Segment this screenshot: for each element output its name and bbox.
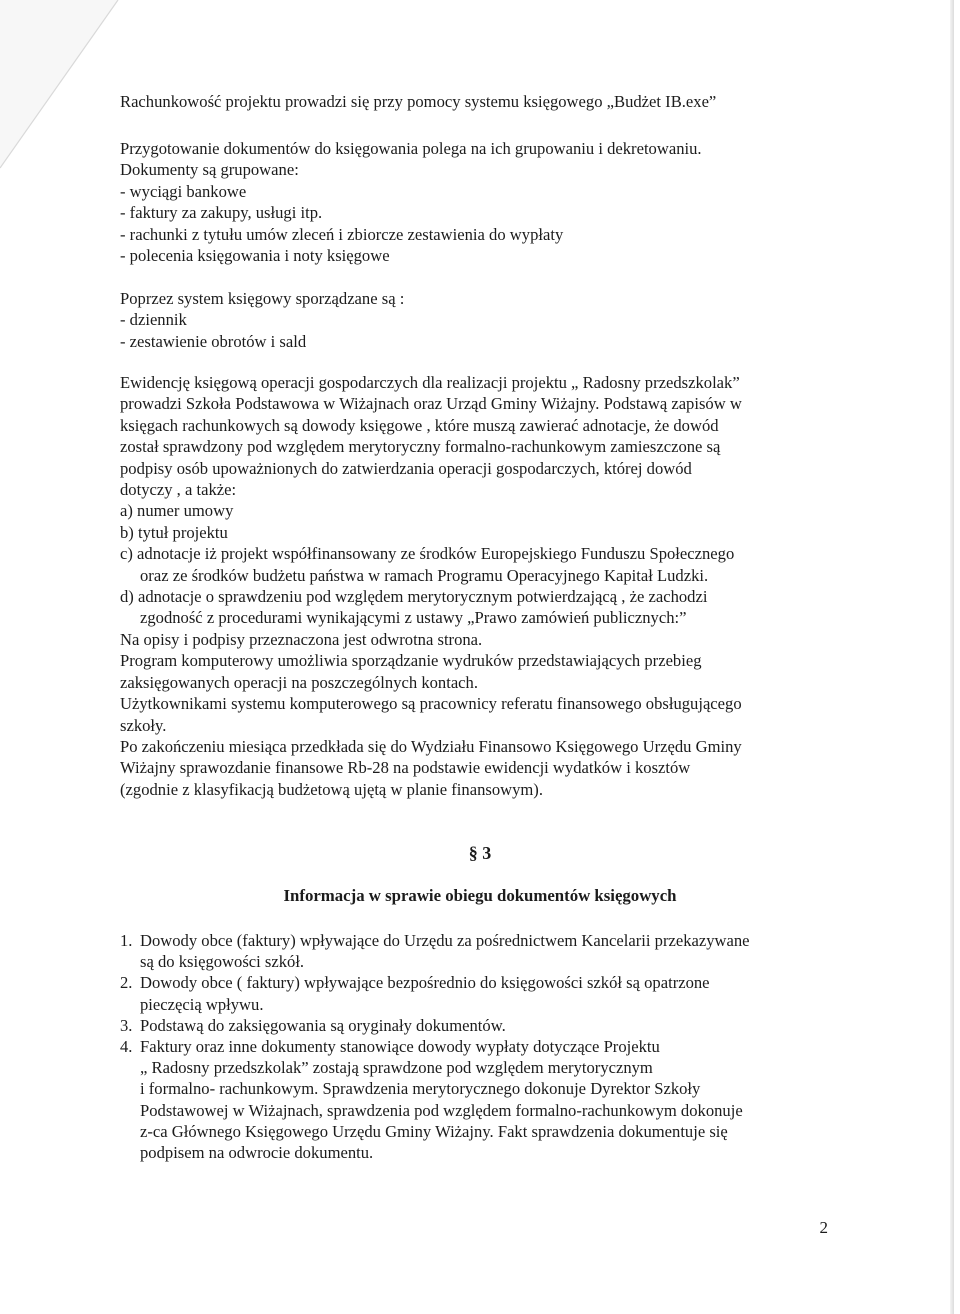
text-line: Podstawowej w Wiżajnach, sprawdzenia pod względem formalno-rachunkowym dokonuje (140, 1100, 743, 1120)
page-number: 2 (819, 1218, 828, 1237)
text-line: - polecenia księgowania i noty księgowe (120, 246, 390, 266)
text-line: podpisy osób upoważnionych do zatwierdzania operacji gospodarczych, której dowód (120, 458, 692, 478)
list-item-number: 1. (120, 931, 133, 950)
list-item-number: 3. (120, 1015, 133, 1035)
text-line: i formalno- rachunkowym. Sprawdzenia merytorycznego dokonuje Dyrektor Szkoły (140, 1079, 701, 1099)
text-line: oraz ze środków budżetu państwa w ramach Programu Operacyjnego Kapitał Ludzki. (140, 565, 709, 585)
paragraph-document-grouping (120, 138, 840, 266)
paragraph-accounting-system (120, 91, 840, 112)
section-sign: § 3 (468, 843, 492, 863)
text-line: zgodność z procedurami wynikającymi z ustawy „Prawo zamówień publicznych:” (140, 608, 687, 628)
list-item-number: 2. (120, 973, 133, 993)
text-line: są do księgowości szkół. (140, 952, 305, 972)
text-line: Dowody obce ( faktury) wpływające bezpośrednio do księgowości szkół są opatrzone (140, 973, 710, 993)
text-line: podpisem na odwrocie dokumentu. (140, 1143, 374, 1163)
document-flow-list (120, 930, 840, 1163)
text-line: Dowody obce (faktury) wpływające do Urzędu za pośrednictwem Kancelarii przekazywane (140, 931, 750, 950)
text-line: pieczęcią wpływu. (140, 994, 264, 1014)
list-item (120, 1015, 840, 1036)
text-line: prowadzi Szkoła Podstawowa w Wiżajnach oraz Urząd Gminy Wiżajny. Podstawą zapisów w (120, 394, 742, 414)
text-line: Po zakończeniu miesiąca przedkłada się do Wydziału Finansowo Księgowego Urzędu Gminy (120, 736, 742, 756)
text-line: Użytkownikami systemu komputerowego są pracownicy referatu finansowego obsługującego (120, 694, 742, 714)
page-corner-fold-mark (0, 0, 120, 170)
text-line: Program komputerowy umożliwia sporządzanie wydruków przedstawiających przebieg (120, 651, 702, 671)
text-line: księgach rachunkowych są dowody księgowe , które muszą zawierać adnotacje, że dowód (120, 415, 719, 435)
text-line: dotyczy , a także: (120, 480, 237, 500)
text-line: Na opisy i podpisy przeznaczona jest odwrotna strona. (120, 629, 483, 649)
text-line: Podstawą do zaksięgowania są oryginały dokumentów. (140, 1015, 506, 1035)
text-line: - rachunki z tytułu umów zleceń i zbiorcze zestawienia do wypłaty (120, 224, 564, 244)
text-line: - faktury za zakupy, usługi itp. (120, 203, 323, 223)
text-line: Ewidencję księgową operacji gospodarczych dla realizacji projektu „ Radosny przedszkolak” (120, 373, 740, 392)
text-line: - dziennik (120, 310, 187, 330)
text-line: Dokumenty są grupowane: (120, 160, 299, 180)
text-line: Poprzez system księgowy sporządzane są : (120, 289, 405, 308)
list-item (120, 930, 840, 972)
section-heading: Informacja w sprawie obiegu dokumentów księgowych (283, 886, 677, 905)
text-line: Faktury oraz inne dokumenty stanowiące dowody wypłaty dotyczące Projektu (140, 1037, 660, 1057)
text-line: został sprawdzony pod względem merytoryczny formalno-rachunkowym zamieszczone są (120, 437, 721, 457)
text-line: (zgodnie z klasyfikacją budżetową ujętą w planie finansowym). (120, 779, 543, 799)
text-line: d) adnotacje o sprawdzeniu pod względem merytorycznym potwierdzającą , że zachodzi (120, 587, 708, 607)
text-line: Rachunkowość projektu prowadzi się przy pomocy systemu księgowego „Budżet IB.exe” (120, 92, 717, 111)
text-line: zaksięgowanych operacji na poszczególnych kontach. (120, 672, 478, 692)
list-item (120, 972, 840, 1014)
paragraph-system-reports (120, 288, 840, 352)
list-item-number: 4. (120, 1037, 133, 1057)
text-line: c) adnotacje iż projekt współfinansowany ze środków Europejskiego Funduszu Społecznego (120, 544, 735, 564)
text-line: Przygotowanie dokumentów do księgowania polega na ich grupowaniu i dekretowaniu. (120, 139, 702, 158)
text-line: - zestawienie obrotów i sald (120, 331, 307, 351)
paragraph-bookkeeping-records (120, 372, 840, 800)
text-line: b) tytuł projektu (120, 522, 228, 542)
text-line: Wiżajny sprawozdanie finansowe Rb-28 na podstawie ewidencji wydatków i kosztów (120, 758, 691, 778)
text-line: szkoły. (120, 715, 167, 735)
text-line: „ Radosny przedszkolak” zostają sprawdzone pod względem merytorycznym (140, 1058, 653, 1078)
text-line: - wyciągi bankowe (120, 181, 247, 201)
text-line: z-ca Głównego Księgowego Urzędu Gminy Wiżajny. Fakt sprawdzenia dokumentuje się (140, 1121, 728, 1141)
list-item (120, 1036, 840, 1163)
page-edge-shadow (950, 0, 954, 1314)
text-line: a) numer umowy (120, 501, 234, 521)
